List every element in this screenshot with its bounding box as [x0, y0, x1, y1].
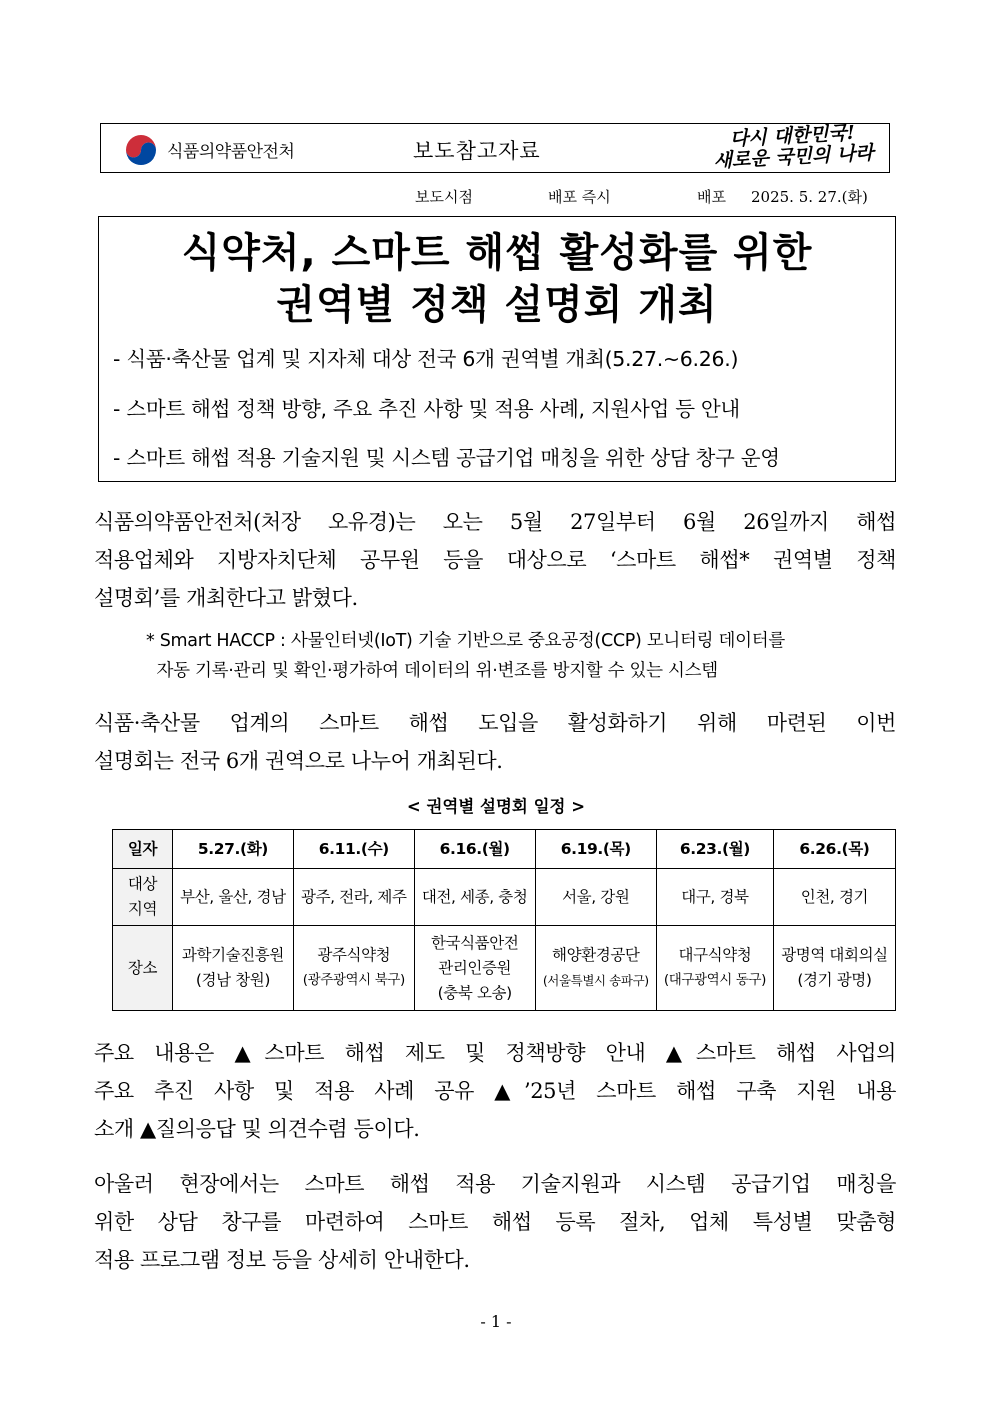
page-number: - 1 -: [480, 1312, 512, 1331]
paragraph-line: 주요 추진 사항 및 적용 사례 공유 ▲’25년 스마트 해썹 구축 지원 내용: [94, 1079, 896, 1103]
place-line: 한국식품안전: [430, 933, 519, 952]
paragraph-4: [94, 1165, 896, 1279]
distribution-date: 2025. 5. 27.(화): [751, 188, 868, 206]
paragraph-line: 소개 ▲질의응답 및 의견수렴 등이다.: [94, 1117, 420, 1141]
schedule-caption: < 권역별 설명회 일정 >: [406, 797, 586, 816]
date-cell: 6.11.(수): [293, 830, 414, 869]
footnote: [146, 626, 898, 686]
footnote-line: * Smart HACCP : 사물인터넷(IoT) 기술 기반으로 중요공정(CCP) 모니터링 데이터를: [146, 631, 785, 651]
date-cell: 6.23.(월): [656, 830, 773, 869]
paragraph-line: 아울러 현장에서는 스마트 해썹 적용 기술지원과 시스템 공급기업 매칭을: [94, 1172, 896, 1196]
place-cell: [773, 926, 895, 1011]
place-line: (대구광역시 동구): [663, 972, 766, 988]
place-line: 과학기술진흥원: [181, 946, 284, 964]
date-cell: 6.16.(월): [414, 830, 535, 869]
header-box: [100, 123, 890, 173]
government-logo-icon: [123, 132, 159, 168]
place-line: 광주식약청: [317, 946, 391, 964]
region-cell: 부산, 울산, 경남: [173, 869, 294, 926]
slogan: [712, 122, 874, 172]
paragraph-2: [94, 704, 896, 780]
summary-bullet: - 스마트 해썹 정책 방향, 주요 추진 사항 및 적용 사례, 지원사업 등 안내: [113, 397, 740, 421]
place-line: (경남 창원): [195, 971, 270, 989]
paragraph-line: 식품·축산물 업계의 스마트 해썹 도입을 활성화하기 위해 마련된 이번: [94, 711, 896, 735]
paragraph-line: 주요 내용은 ▲스마트 해썹 제도 및 정책방향 안내 ▲스마트 해썹 사업의: [94, 1041, 896, 1065]
release-timing-label: 보도시점: [415, 188, 473, 206]
document-type: 보도참고자료: [413, 139, 541, 163]
place-line: 광명역 대회의실: [781, 946, 888, 964]
region-cell: 인천, 경기: [773, 869, 895, 926]
header-label: 일자: [113, 830, 173, 869]
region-label-line: 지역: [127, 900, 158, 918]
region-cell: 광주, 전라, 제주: [293, 869, 414, 926]
place-line: (충북 오송): [437, 983, 512, 1002]
paragraph-line: 설명회’를 개최한다고 밝혔다.: [94, 586, 358, 610]
title-line-2: 권역별 정책 설명회 개최: [276, 282, 718, 328]
region-label-line: 대상: [127, 875, 158, 893]
table-row: [113, 926, 896, 1011]
region-cell: 대구, 경북: [656, 869, 773, 926]
agency-name: 식품의약품안전처: [167, 142, 295, 162]
schedule-table: [112, 829, 896, 1011]
date-cell: 5.27.(화): [173, 830, 294, 869]
place-line: (서울특별시 송파구): [542, 973, 649, 988]
release-timing-value: 배포 즉시: [548, 188, 611, 206]
date-cell: 6.19.(목): [535, 830, 656, 869]
place-line: (광주광역시 북구): [302, 972, 405, 988]
paragraph-1: [94, 503, 896, 617]
paragraph-line: 적용업체와 지방자치단체 공무원 등을 대상으로 ‘스마트 해썹* 권역별 정책: [94, 548, 896, 572]
place-cell: [414, 926, 535, 1011]
date-cell: 6.26.(목): [773, 830, 895, 869]
place-line: (경기 광명): [797, 971, 872, 989]
slogan-line-1: 다시 대한민국!: [729, 121, 856, 151]
place-line: 관리인증원: [438, 958, 512, 977]
region-cell: 서울, 강원: [535, 869, 656, 926]
summary-bullet: - 스마트 해썹 적용 기술지원 및 시스템 공급기업 매칭을 위한 상담 창구 운영: [113, 446, 780, 470]
footnote-line: 자동 기록·관리 및 확인·평가하여 데이터의 위·변조를 방지할 수 있는 시스템: [146, 661, 718, 681]
title-box: [98, 216, 896, 482]
region-cell: 대전, 세종, 충청: [414, 869, 535, 926]
slogan-line-2: 새로운 국민의 나라: [712, 141, 874, 173]
place-cell: [293, 926, 414, 1011]
title-line-1: 식약처, 스마트 해썹 활성화를 위한: [181, 230, 813, 276]
table-row: [113, 869, 896, 926]
paragraph-line: 적용 프로그램 정보 등을 상세히 안내한다.: [94, 1248, 470, 1272]
table-header-row: [113, 830, 896, 869]
summary-bullet: - 식품·축산물 업계 및 지자체 대상 전국 6개 권역별 개최(5.27.~6.26.): [113, 347, 739, 371]
paragraph-3: [94, 1034, 896, 1148]
distribution-label: 배포: [697, 188, 726, 206]
place-line: 해양환경공단: [552, 946, 640, 964]
place-label: 장소: [113, 926, 173, 1011]
paragraph-line: 식품의약품안전처(처장 오유경)는 오는 5월 27일부터 6월 26일까지 해썹: [94, 510, 896, 534]
place-cell: [535, 926, 656, 1011]
place-cell: [173, 926, 294, 1011]
place-line: 대구식약청: [678, 946, 752, 964]
paragraph-line: 설명회는 전국 6개 권역으로 나누어 개최된다.: [94, 749, 503, 773]
place-cell: [656, 926, 773, 1011]
paragraph-line: 위한 상담 창구를 마련하여 스마트 해썹 등록 절차, 업체 특성별 맞춤형: [94, 1210, 896, 1234]
region-label: [113, 869, 173, 926]
